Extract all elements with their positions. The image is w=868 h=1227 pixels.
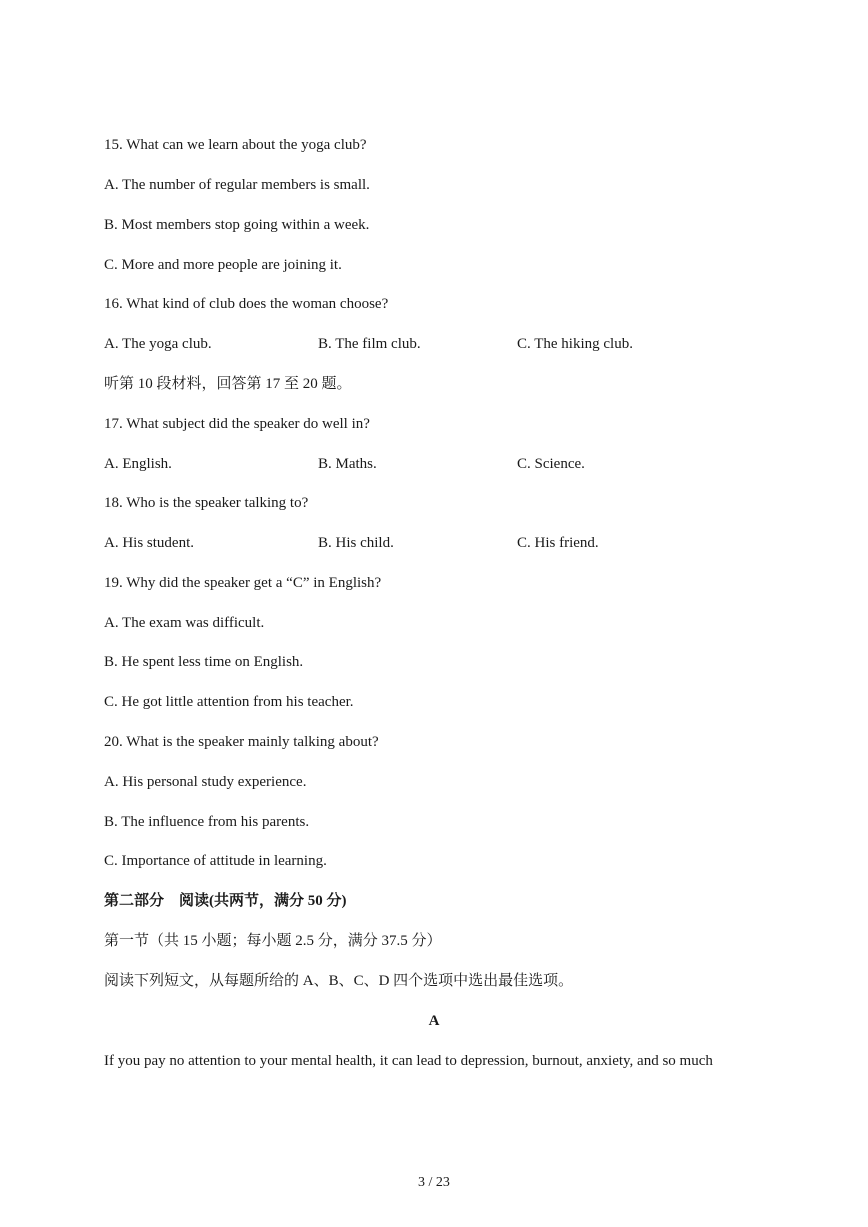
q20-option-c: C. Importance of attitude in learning.	[104, 853, 327, 869]
q15-option-c: C. More and more people are joining it.	[104, 257, 342, 273]
question-19: 19. Why did the speaker get a “C” in English?	[104, 575, 382, 591]
q15-option-a: A. The number of regular members is small.	[104, 177, 370, 193]
q16-option-a: A. The yoga club.	[104, 336, 212, 352]
reading-instruction: 阅读下列短文，从每题所给的 A、B、C、D 四个选项中选出最佳选项。	[104, 973, 574, 989]
q17-option-c: C. Science.	[517, 456, 585, 472]
question-18: 18. Who is the speaker talking to?	[104, 495, 309, 511]
q19-option-c: C. He got little attention from his teacher.	[104, 694, 354, 710]
question-17: 17. What subject did the speaker do well in?	[104, 416, 370, 432]
question-16: 16. What kind of club does the woman choose?	[104, 296, 389, 312]
q18-option-a: A. His student.	[104, 535, 194, 551]
q18-option-b: B. His child.	[318, 535, 394, 551]
q17-option-b: B. Maths.	[318, 456, 377, 472]
section10-instruction: 听第 10 段材料，回答第 17 至 20 题。	[104, 376, 352, 392]
q16-option-b: B. The film club.	[318, 336, 421, 352]
q18-option-c: C. His friend.	[517, 535, 599, 551]
q20-option-b: B. The influence from his parents.	[104, 814, 310, 830]
q19-option-a: A. The exam was difficult.	[104, 615, 265, 631]
passage-first-line: If you pay no attention to your mental health, it can lead to depression, burnout, anxiety, and so much	[104, 1053, 713, 1069]
q16-option-c: C. The hiking club.	[517, 336, 633, 352]
part-two-title: 第二部分 阅读(共两节，满分 50 分)	[104, 893, 347, 909]
passage-label: A	[428, 1013, 440, 1029]
q15-option-b: B. Most members stop going within a week.	[104, 217, 370, 233]
question-15: 15. What can we learn about the yoga club?	[104, 137, 367, 153]
q20-option-a: A. His personal study experience.	[104, 774, 307, 790]
section-one-title: 第一节（共 15 小题；每小题 2.5 分，满分 37.5 分）	[104, 933, 442, 949]
q19-option-b: B. He spent less time on English.	[104, 654, 304, 670]
question-20: 20. What is the speaker mainly talking about?	[104, 734, 379, 750]
q17-option-a: A. English.	[104, 456, 172, 472]
page-number: 3 / 23	[418, 1175, 450, 1190]
